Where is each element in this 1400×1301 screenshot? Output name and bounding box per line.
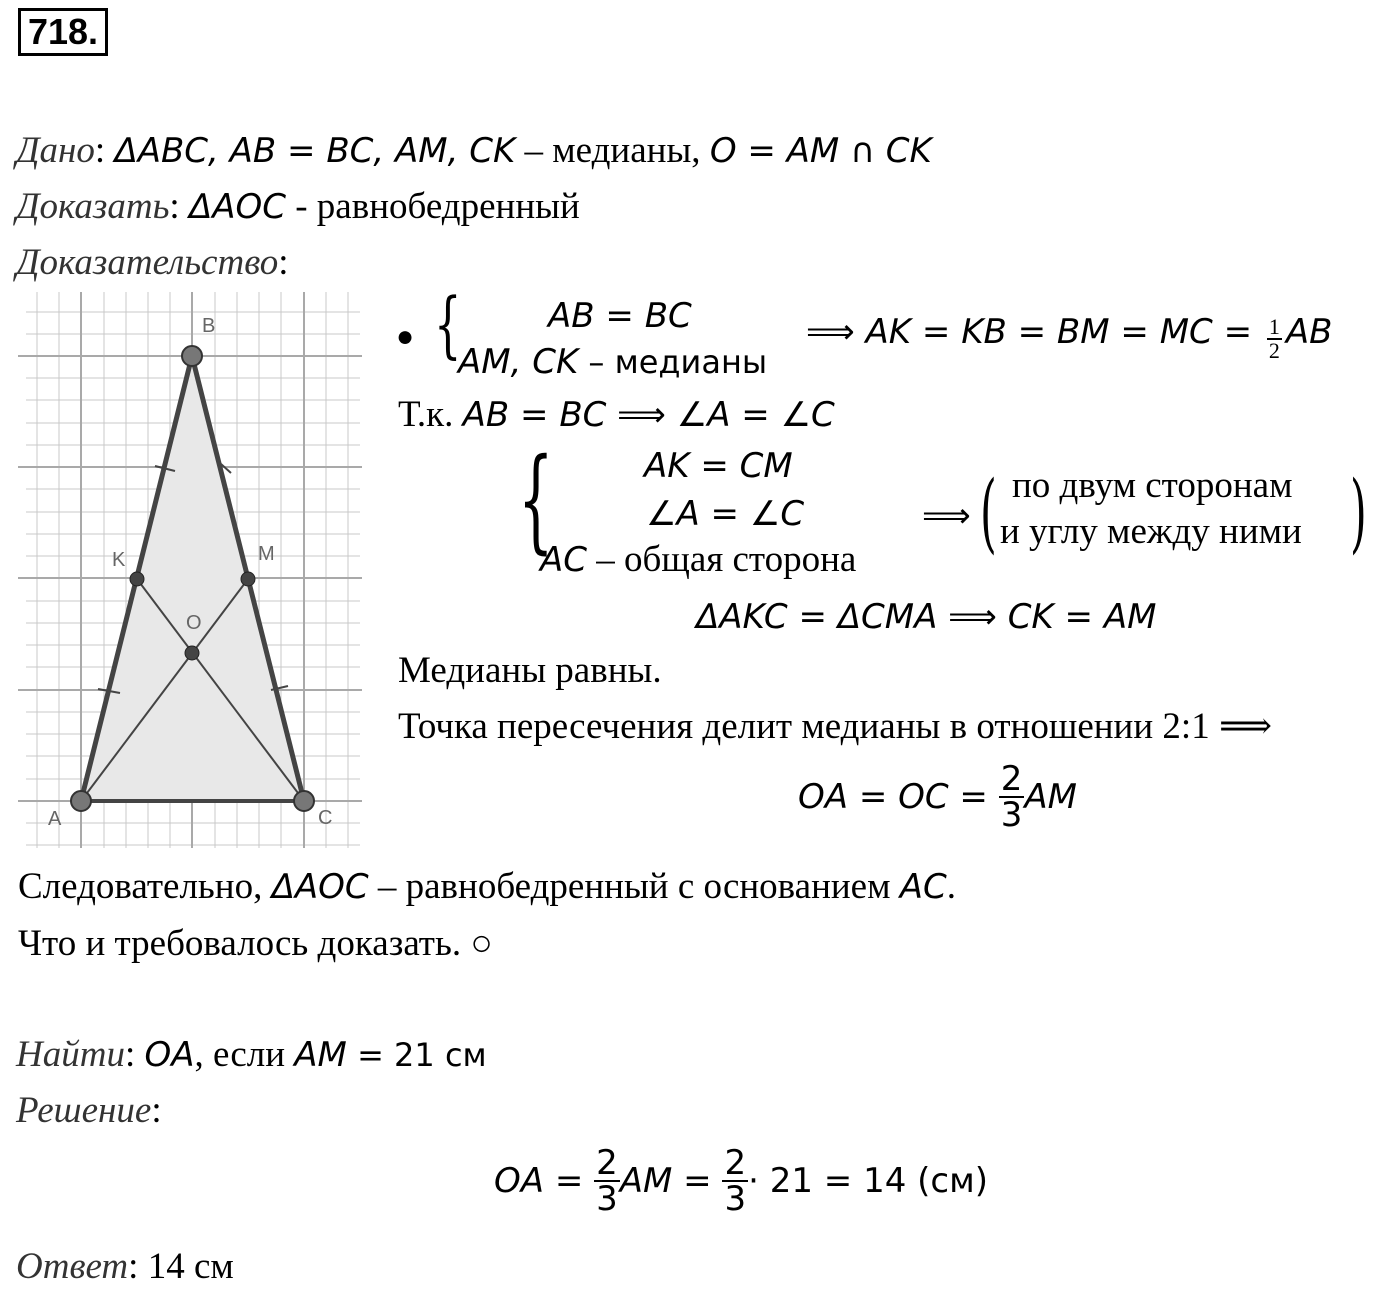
label-m: M xyxy=(258,543,275,565)
step3-line2: ∠A = ∠C xyxy=(646,494,805,534)
step1-result-math: ⟹ AK = KB = BM = MC = xyxy=(806,312,1263,352)
step1-brace: { xyxy=(434,282,462,366)
solution-frac2-num: 2 xyxy=(724,1143,747,1183)
solution-label-line: Решение: xyxy=(16,1090,162,1131)
find-text: , если xyxy=(194,1034,295,1075)
step2-prefix: Т.к. xyxy=(398,394,463,435)
given-dash-text: – медианы, xyxy=(515,130,710,171)
point-k xyxy=(130,572,144,586)
solution-label: Решение xyxy=(16,1090,152,1131)
step3-line3 xyxy=(540,540,856,580)
step7-fraction xyxy=(999,759,1025,835)
answer-label: Ответ xyxy=(16,1246,129,1287)
conclusion-prefix: Следовательно, xyxy=(18,866,272,907)
step1-result-tail: AB xyxy=(1285,312,1333,352)
solution-fraction-1 xyxy=(594,1143,620,1219)
step3-paren-right: ) xyxy=(1350,463,1367,563)
triangle-figure xyxy=(18,292,368,852)
step1-line1: AB = BC xyxy=(548,296,692,336)
label-b: B xyxy=(202,315,216,337)
conclusion-middle: – равнобедренный с основанием xyxy=(368,866,900,907)
label-c: C xyxy=(318,807,333,829)
answer-line: Ответ: 14 см xyxy=(16,1246,234,1287)
conclusion-end: . xyxy=(946,866,957,907)
find-label: Найти xyxy=(16,1034,125,1075)
point-a xyxy=(71,791,91,811)
step2-line xyxy=(398,396,835,433)
point-o xyxy=(185,646,199,660)
step1-frac-num: 1 xyxy=(1268,314,1280,340)
step3-paren-left: ( xyxy=(980,463,997,563)
given-label: Дано xyxy=(16,130,95,171)
label-o: O xyxy=(186,612,202,634)
step3-arrow: ⟹ xyxy=(922,496,971,536)
given-math: ΔABC, AB = BC, AM, CK xyxy=(114,131,516,171)
step3-brace: { xyxy=(518,435,554,565)
point-m xyxy=(241,572,255,586)
solution-frac2-den: 3 xyxy=(724,1179,747,1219)
proof-label: Доказательство xyxy=(16,242,279,283)
point-b xyxy=(182,346,202,366)
conclusion-math: ΔAOC xyxy=(271,867,369,907)
step7-rhs: AM xyxy=(1024,777,1077,817)
step1-line2-text: – медианы xyxy=(578,343,768,381)
step3-line3-text: – общая сторона xyxy=(587,539,857,580)
problem-number: 718. xyxy=(18,8,108,56)
step1-fraction xyxy=(1267,316,1282,362)
step7-lhs: OA = OC = xyxy=(798,777,999,817)
find-value: = 21 см xyxy=(346,1036,487,1074)
solution-mid: AM = xyxy=(619,1161,723,1201)
conclusion-math-2: AC xyxy=(899,867,947,907)
answer-value: 14 см xyxy=(138,1246,234,1287)
solution-fraction-2 xyxy=(722,1143,748,1219)
label-k: K xyxy=(112,549,126,571)
step7-frac-num: 2 xyxy=(1000,759,1023,799)
qed-line: Что и требовалось доказать. ○ xyxy=(18,923,493,964)
step3-line1: AK = CM xyxy=(644,446,793,486)
find-math: OA xyxy=(144,1035,195,1075)
solution-rhs: · 21 = 14 (см) xyxy=(748,1161,989,1201)
step4-line: ΔAKC = ΔCMA ⟹ CK = AM xyxy=(696,597,1157,637)
step7-frac-den: 3 xyxy=(1000,795,1023,835)
find-line: Найти: OA, если AM = 21 см xyxy=(16,1034,487,1075)
step3-reason-2: и углу между ними xyxy=(1000,511,1302,552)
point-c xyxy=(294,791,314,811)
prove-text: - равнобедренный xyxy=(285,186,580,227)
label-a: A xyxy=(48,808,62,830)
step5-line: Медианы равны. xyxy=(398,650,662,691)
solution-lhs: OA = xyxy=(494,1161,595,1201)
prove-math: ΔAOC xyxy=(188,187,286,227)
step3-reason-1: по двум сторонам xyxy=(1012,465,1293,506)
given-line: Дано: ΔABC, AB = BC, AM, CK – медианы, O = AM ∩ CK xyxy=(16,130,932,171)
step1-bullet: ● xyxy=(396,320,415,353)
solution-line xyxy=(494,1143,989,1219)
step1-line2-math: AM, CK xyxy=(458,342,579,382)
step7-line xyxy=(798,759,1077,835)
step3-line3-math: AC xyxy=(540,540,587,580)
step1-frac-den: 2 xyxy=(1268,338,1280,364)
find-math-2: AM xyxy=(294,1035,347,1075)
solution-frac1-num: 2 xyxy=(596,1143,618,1183)
step6-line: Точка пересечения делит медианы в отношении 2:1 ⟹ xyxy=(398,706,1272,747)
step1-result xyxy=(806,312,1332,362)
prove-line: Доказать: ΔAOC - равнобедренный xyxy=(16,186,580,227)
step1-line2 xyxy=(458,342,767,382)
conclusion-line xyxy=(18,868,956,905)
proof-label-line: Доказательство: xyxy=(16,242,289,283)
prove-label: Доказать xyxy=(16,186,170,227)
solution-frac1-den: 3 xyxy=(596,1179,618,1219)
given-intersection: O = AM ∩ CK xyxy=(709,131,932,171)
step2-math: AB = BC ⟹ ∠A = ∠C xyxy=(462,395,835,435)
